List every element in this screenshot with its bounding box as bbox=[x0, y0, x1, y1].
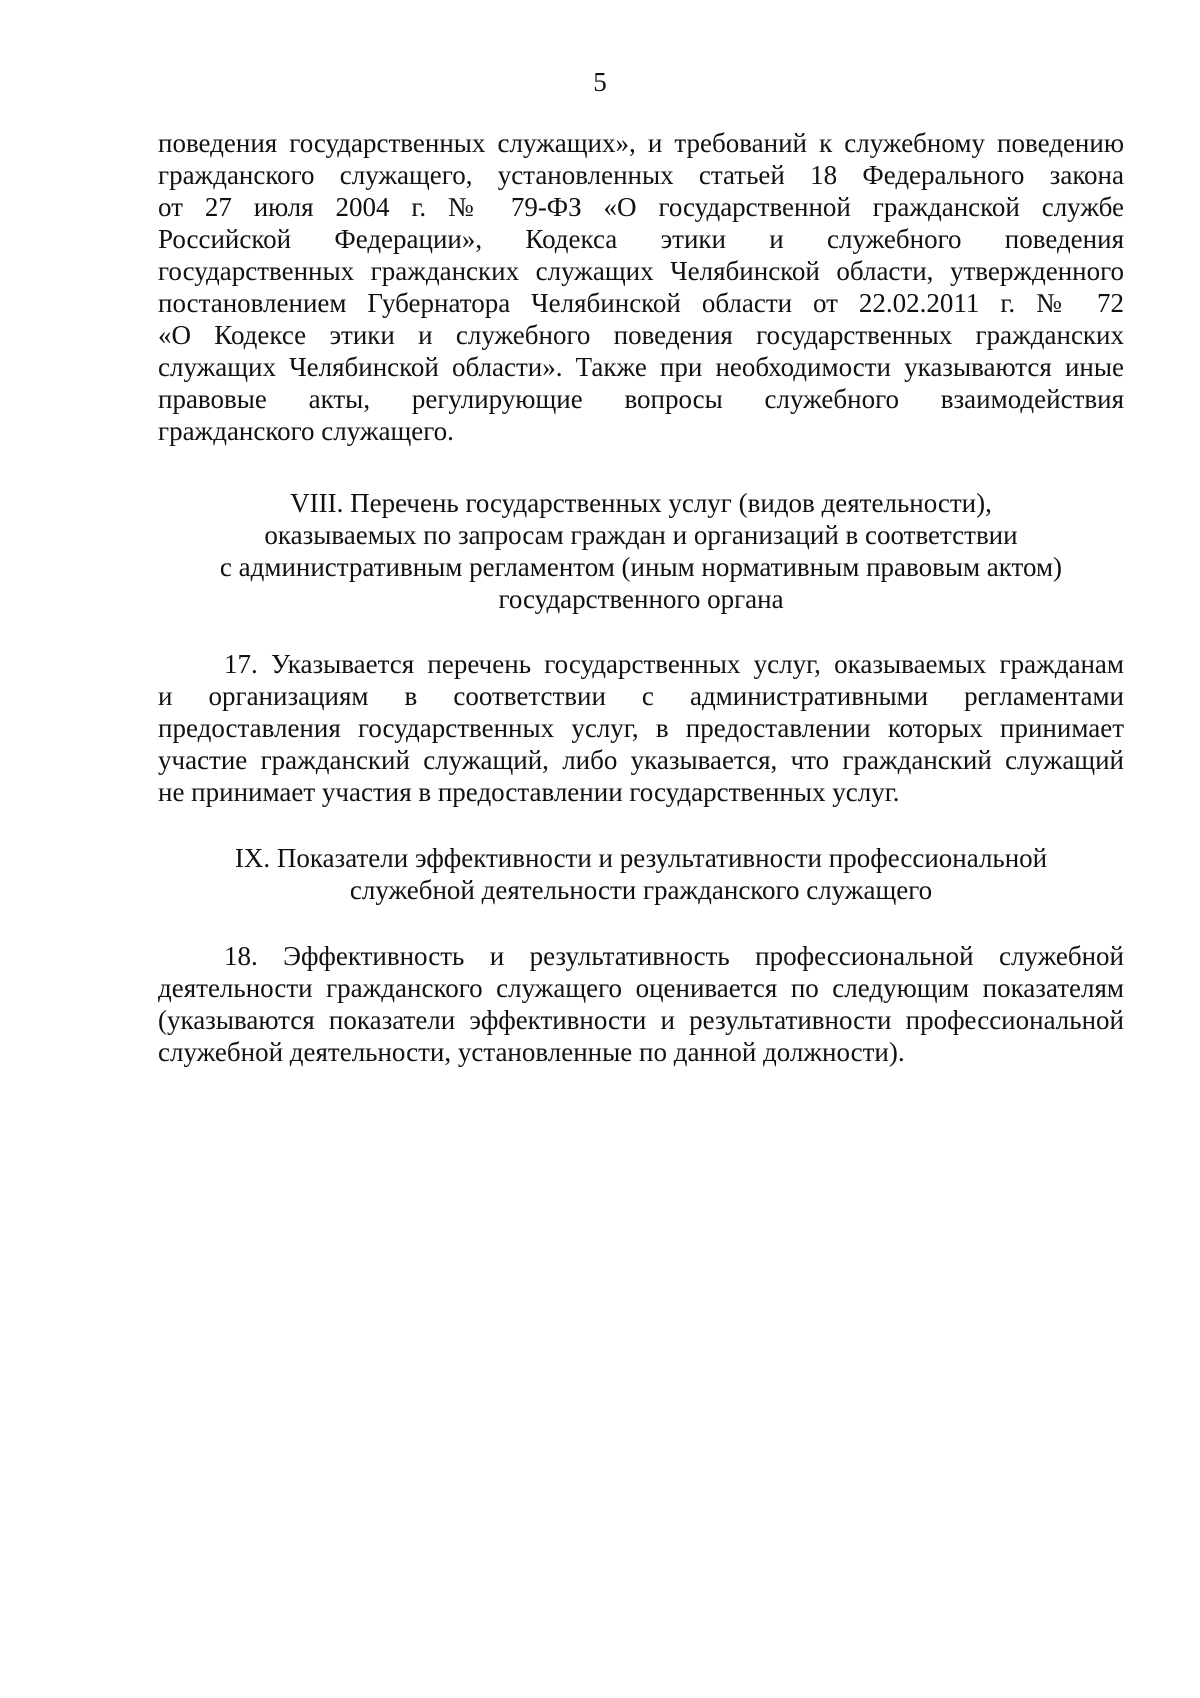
heading-line: служебной деятельности гражданского служащего bbox=[349, 875, 933, 905]
text-line: 18. Эффективность и результативность профессиональной служебной bbox=[224, 941, 1124, 971]
section-heading-viii bbox=[158, 487, 1124, 615]
text-line: участие гражданский служащий, либо указывается, что гражданский служащий bbox=[158, 745, 1124, 775]
text-line: 17. Указывается перечень государственных услуг, оказываемых гражданам bbox=[224, 649, 1124, 679]
heading-line: оказываемых по запросам граждан и организаций в соответствии bbox=[264, 520, 1018, 550]
text-line: поведения государственных служащих», и требований к служебному поведению bbox=[158, 128, 1124, 158]
text-line: гражданского служащего, установленных статьей 18 Федерального закона bbox=[158, 160, 1124, 190]
paragraph-18 bbox=[158, 940, 1124, 1068]
heading-line: государственного органа bbox=[498, 584, 784, 614]
text-line: не принимает участия в предоставлении государственных услуг. bbox=[158, 777, 900, 807]
text-line: (указываются показатели эффективности и результативности профессиональной bbox=[158, 1005, 1124, 1035]
paragraph-17 bbox=[158, 648, 1124, 808]
heading-line: VIII. Перечень государственных услуг (видов деятельности), bbox=[290, 488, 992, 518]
text-line: государственных гражданских служащих Челябинской области, утвержденного bbox=[158, 256, 1124, 286]
text-line: служебной деятельности, установленные по данной должности). bbox=[158, 1037, 905, 1067]
text-line: гражданского служащего. bbox=[158, 416, 454, 446]
text-line: служащих Челябинской области». Также при необходимости указываются иные bbox=[158, 352, 1124, 382]
text-line: «О Кодексе этики и служебного поведения государственных гражданских bbox=[158, 320, 1124, 350]
heading-line: с административным регламентом (иным нормативным правовым актом) bbox=[219, 552, 1063, 582]
text-line: постановлением Губернатора Челябинской области от 22.02.2011 г. № 72 bbox=[158, 288, 1124, 318]
heading-line: IX. Показатели эффективности и результативности профессиональной bbox=[234, 843, 1048, 873]
text-line: Российской Федерации», Кодекса этики и служебного поведения bbox=[158, 224, 1124, 254]
paragraph-continuation bbox=[158, 127, 1124, 447]
text-line: предоставления государственных услуг, в предоставлении которых принимает bbox=[158, 713, 1124, 743]
text-line: правовые акты, регулирующие вопросы служебного взаимодействия bbox=[158, 384, 1124, 414]
text-line: и организациям в соответствии с административными регламентами bbox=[158, 681, 1124, 711]
text-line: от 27 июля 2004 г. № 79-ФЗ «О государственной гражданской службе bbox=[158, 192, 1124, 222]
section-heading-ix bbox=[158, 842, 1124, 906]
text-line: деятельности гражданского служащего оценивается по следующим показателям bbox=[158, 973, 1124, 1003]
page-number: 5 bbox=[593, 67, 607, 97]
